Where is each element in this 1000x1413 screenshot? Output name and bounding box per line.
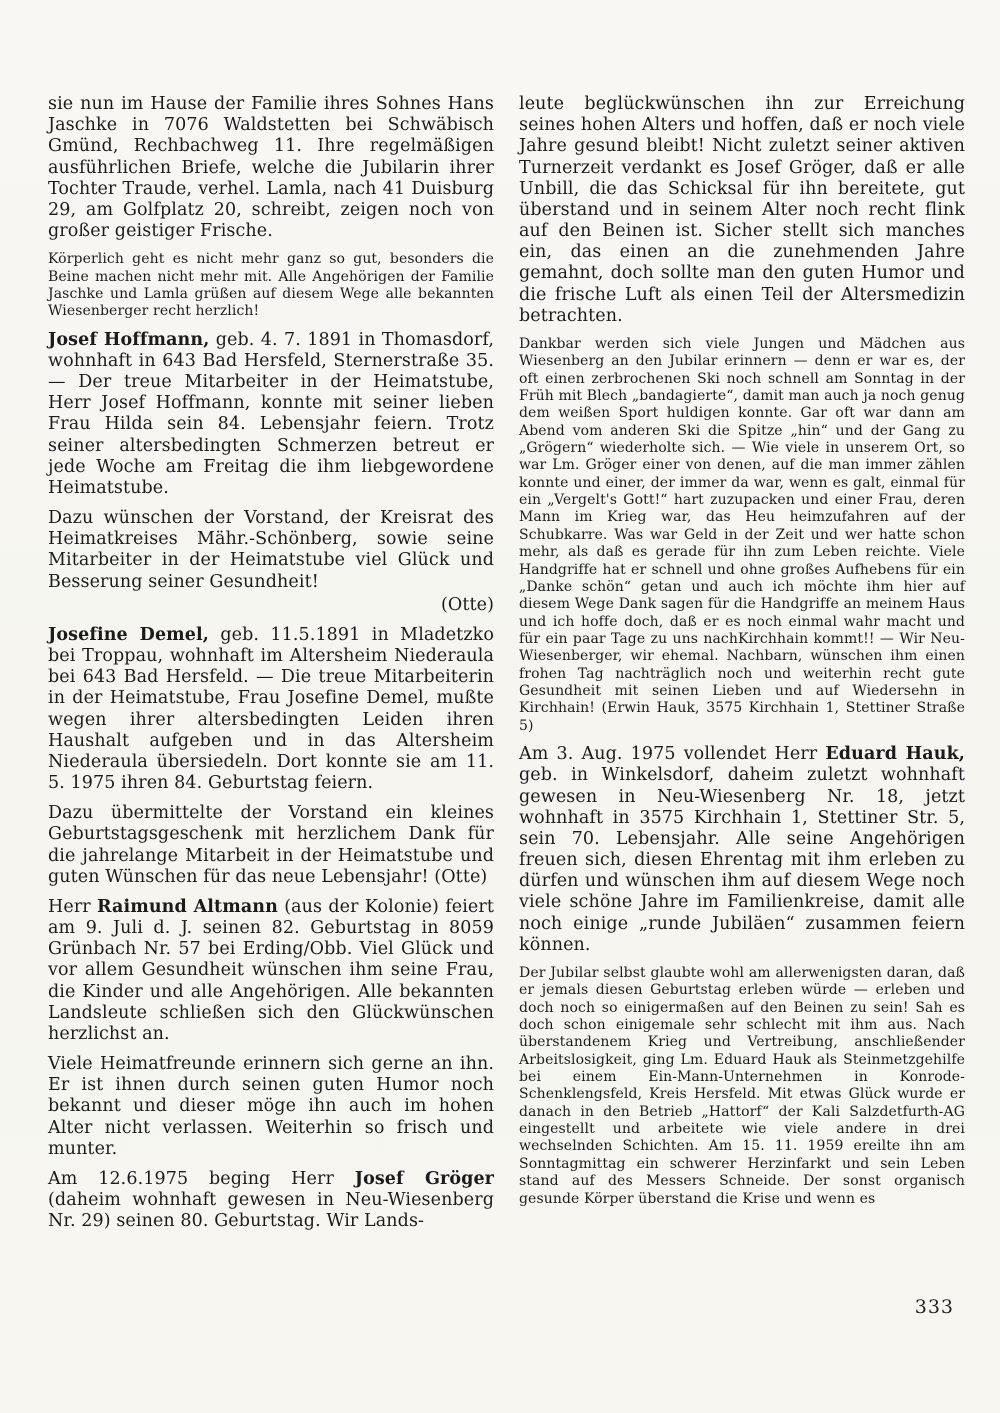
text-segment: Dazu übermittelte der Vorstand ein kleines Geburtstagsgeschenk mit herzlichem Dank für die jahrelange Mitarbeit in der Heimatstube und guten Wünschen für das neue Lebensjahr! (Otte) [48, 803, 494, 887]
right-column [519, 94, 965, 1242]
paragraph-demel-gift [48, 803, 494, 888]
paragraph-jaschke-continuation [48, 94, 494, 242]
text-segment: (daheim wohnhaft gewesen in Neu-Wiesenberg Nr. 29) seinen 80. Geburtstag. Wir Lands- [48, 1190, 494, 1232]
text-segment: (Otte) [440, 594, 494, 615]
paragraph-josefine-demel [48, 625, 494, 794]
text-segment: leute beglückwünschen ihn zur Erreichung seines hohen Alters und hoffen, daß er noch viele Jahre gesund bleibt! Nicht zuletzt seiner aktiven Turnerzeit verdankt es Josef Gröger, daß er alle Unbill, die das Schicksal für ihn bereitete, gut überstand und in seinem Alter noch recht flink auf den Beinen ist. Sicher stellt sich manches ein, das einen an die zunehmenden Jahre gemahnt, doch sollte man den guten Humor und die frische Luft als einen Teil der Altersmedizin betrachten. [519, 94, 965, 326]
person-name-bold: Josef Gröger [354, 1169, 495, 1189]
person-name-bold: Josef Hoffmann, [48, 329, 210, 350]
text-segment: geb. 4. 7. 1891 in Thomasdorf, wohnhaft in 643 Bad Hersfeld, Sternerstraße 35. — Der treue Mitarbeiter in der Heimatstube, Herr Josef Hoffmann, konnte mit seiner lieben Frau Hilda sein 84. Lebensjahr feiern. Trotz seiner altersbedingten Schmerzen betreut er jede Woche am Freitag die ihm liebgewordene Heimatstube. [48, 329, 494, 498]
paragraph-altmann-memories [48, 1054, 494, 1160]
left-column [48, 94, 494, 1242]
text-segment: sie nun im Hause der Familie ihres Sohnes Hans Jaschke in 7076 Waldstetten bei Schwäbisch Gmünd, Rechbachweg 11. Ihre regelmäßigen ausführlichen Briefe, welche die Jubilarin ihrer Tochter Traude, verhel. Lamla, nach 41 Duisburg 29, am Golfplatz 20, schreibt, zeigen noch von großer geistiger Frische. [48, 94, 494, 242]
signature-otte [48, 595, 494, 616]
text-segment: Am 12.6.1975 beging Herr [48, 1169, 355, 1189]
text-segment: Viele Heimatfreunde erinnern sich gerne an ihn. Er ist ihnen durch seinen guten Humor noch bekannt und dieser möge ihn auch im hohen Alter nicht verlassen. Weiterhin so frisch und munter. [48, 1054, 494, 1159]
paragraph-groeger-continuation [519, 94, 965, 327]
text-segment: Herr [48, 896, 97, 917]
person-name-bold: Eduard Hauk, [825, 744, 965, 765]
text-segment: Dankbar werden sich viele Jungen und Mädchen aus Wiesenberg an den Jubilar erinnern — denn er war es, der oft einen zerbrochenen Ski noch schnell am Sonntag in der Früh mit Blech „bandagierte“, damit man auch ja noch genug dem weißen Sport huldigen konnte. Gar oft war dann am Abend vom anderen Ski die Spitze „hin“ und der Gang zu „Grögern“ wiederholte sich. — Wie viele in unserem Ort, so war Lm. Gröger einer von denen, auf die man immer zählen konnte und einer, der immer da war, wenn es galt, einmal für ein „Vergelt's Gott!“ hart zuzupacken und einer Frau, deren Mann im Krieg war, das Heu heimzufahren auf der Schubkarre. Was war Geld in der Zeit und wer hatte schon mehr, als daß es gerade für ihn zum Leben reichte. Viele Handgriffe hat er schnell und ohne großes Aufhebens für ein „Danke schön“ getan und auch ich möchte ihm hier auf diesem Wege Dank sagen für die Handgriffe an meinem Haus und ich hoffe doch, daß er es noch einmal wahr macht und für ein paar Tage zu uns nachKirchhain kommt!! — Wir Neu-Wiesenberger, wir ehemal. Nachbarn, wünschen ihm einen frohen Tag nachträglich noch und weiterhin recht gute Gesundheit mit seinen Lieben und auf Wiedersehn in Kirchhain! (Erwin Hauk, 3575 Kirchhain 1, Stettiner Straße 5) [519, 335, 965, 734]
text-segment: geb. in Winkelsdorf, daheim zuletzt wohnhaft gewesen in Neu-Wiesenberg Nr. 18, jetzt wohnhaft in 3575 Kirchhain 1, Stettiner Str. 5, sein 70. Lebensjahr. Alle seine Angehörigen freuen sich, diesen Ehrentag mit ihm erleben zu dürfen und wünschen ihm auf diesem Wege noch viele schöne Jahre im Familienkreise, damit alle noch einige „runde Jubiläen“ zusammen feiern können. [519, 765, 965, 955]
note-jaschke-family [48, 251, 494, 320]
note-groeger-memories [519, 336, 965, 735]
person-name-bold: Raimund Altmann [97, 896, 278, 917]
paragraph-raimund-altmann [48, 897, 494, 1045]
paragraph-josef-hoffmann [48, 330, 494, 499]
text-segment: Am 3. Aug. 1975 vollendet Herr [519, 744, 826, 765]
text-segment: geb. 11.5.1891 in Mladetzko bei Troppau, wohnhaft im Altersheim Niederaula bei 643 Bad Hersfeld. — Die treue Mitarbeiterin in der Heimatstube, Frau Josefine Demel, mußte wegen ihrer altersbedingten Leiden ihren Haushalt aufgeben und in das Altersheim Niederaula übersiedeln. Dort konnte sie am 11. 5. 1975 ihren 84. Geburtstag feiern. [48, 624, 494, 794]
paragraph-josef-groeger [48, 1169, 494, 1233]
person-name-bold: Josefine Demel, [48, 624, 209, 645]
page-number: 333 [914, 1296, 954, 1318]
text-segment: Der Jubilar selbst glaubte wohl am allerwenigsten daran, daß er jemals diesen Geburtstag erleben würde — erleben und doch noch so einigermaßen auf den Beinen zu sein! Sah es doch schon einigemale sehr schlecht mit ihm aus. Nach überstandenem Krieg und Vertreibung, anschließender Arbeitslosigkeit, ging Lm. Eduard Hauk als Steinmetzgehilfe bei einem Ein-Mann-Unternehmen in Konrode-Schenklengsfeld, Kreis Hersfeld. Mit etwas Glück wurde er danach in den Betrieb „Hattorf“ der Kali Salzdetfurth-AG eingestellt und arbeitete wie viele andere in drei wechselnden Schichten. Am 15. 11. 1959 ereilte ihn am Sonntagmittag ein schwerer Herzinfarkt und sein Leben stand auf des Messers Schneide. Der sonst organisch gesunde Körper überstand die Krise und wenn es [519, 964, 965, 1207]
note-hauk-life [519, 965, 965, 1208]
text-segment: Körperlich geht es nicht mehr ganz so gut, besonders die Beine machen nicht mehr mit. Alle Angehörigen der Familie Jaschke und Lamla grüßen auf diesem Wege alle bekannten Wiesenberger recht herzlich! [48, 251, 494, 320]
paragraph-eduard-hauk [519, 744, 965, 956]
text-segment: (aus der Kolonie) feiert am 9. Juli d. J. seinen 82. Geburtstag in 8059 Grünbach Nr. 57 bei Erding/Obb. Viel Glück und vor allem Gesundheit wünschen ihm seine Frau, die Kinder und alle Angehörigen. Alle bekannten Landsleute schließen sich den Glückwünschen herzlichst an. [48, 896, 494, 1044]
paragraph-hoffmann-wishes [48, 508, 494, 593]
text-segment: Dazu wünschen der Vorstand, der Kreisrat des Heimatkreises Mähr.-Schönberg, sowie seine Mitarbeiter in der Heimatstube viel Glück und Besserung seiner Gesundheit! [48, 508, 494, 592]
